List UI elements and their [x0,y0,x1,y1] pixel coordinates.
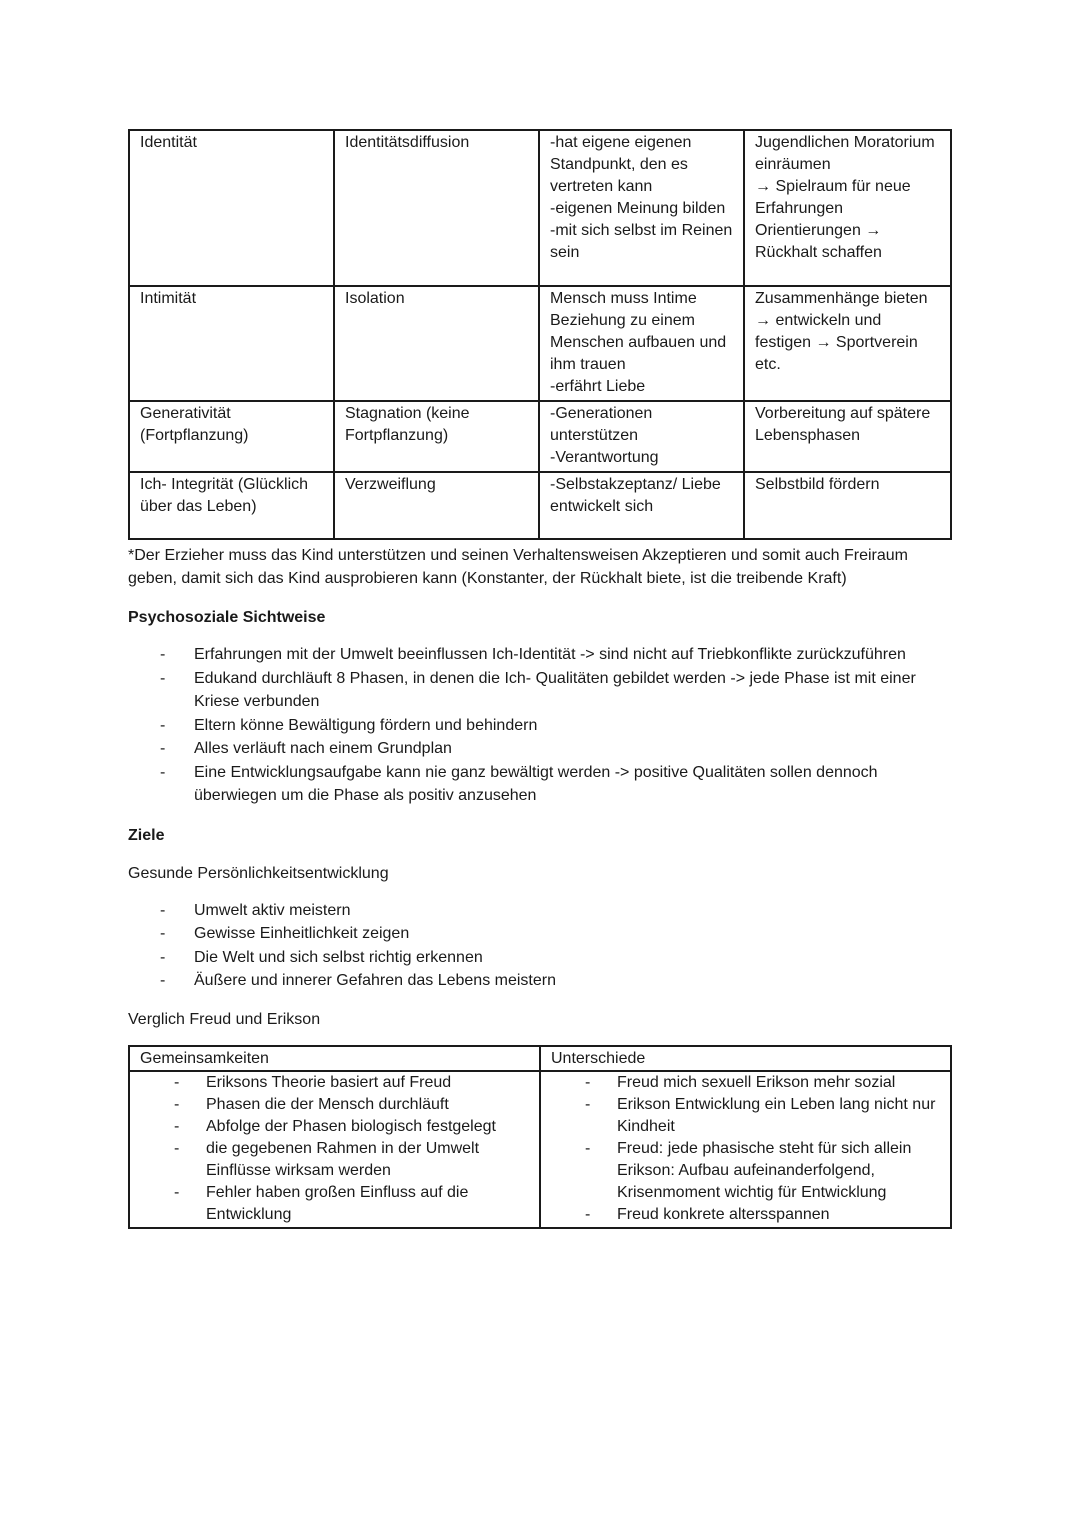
list-item: - Eine Entwicklungsaufgabe kann nie ganz bewältigt werden -> positive Qualitäten sollen dennoch überwiegen um die Phase als positiv anzusehen [128,761,950,808]
description-text: Mensch muss Intime Beziehung zu einem Menschen aufbauen und ihm trauen [550,290,727,373]
list-item: - die gegebenen Rahmen in der Umwelt Einflüsse wirksam werden [130,1138,529,1182]
description-text: -Generationen unterstützen [550,405,653,444]
support-text: Orientierungen → Rückhalt schaffen [755,222,882,261]
support-cell [744,286,951,401]
table-row [129,286,951,401]
list-item: - Freud mich sexuell Erikson mehr sozial [541,1072,940,1094]
section-heading-psychosocial: Psychosoziale Sichtweise [128,609,326,626]
description-text: -Verantwortung [550,449,659,466]
description-text: -erfährt Liebe [550,378,646,395]
document-page [128,129,950,1229]
list-item: - Umwelt aktiv meistern [128,899,950,923]
stage-text: Intimität [140,290,197,307]
crisis-text: Stagnation (keine Fortpflanzung) [345,405,470,444]
erikson-stages-table [128,129,952,540]
comparison-table [128,1045,952,1229]
crisis-text: Isolation [345,290,405,307]
crisis-cell [334,401,539,472]
support-cell [744,401,951,472]
list-item: - Freud: jede phasische steht für sich allein Erikson: Aufbau aufeinanderfolgend, Krisenmoment wichtig für Entwicklung [541,1138,940,1204]
stage-text: Generativität (Fortpflanzung) [140,405,249,444]
crisis-cell [334,130,539,286]
stage-cell [129,286,334,401]
list-item: - Freud konkrete altersspannen [541,1204,940,1226]
list-item: - Abfolge der Phasen biologisch festgelegt [130,1116,529,1138]
table-row [129,1071,951,1228]
table-row [129,130,951,286]
list-item: - Gewisse Einheitlichkeit zeigen [128,922,950,946]
section-heading-goals: Ziele [128,826,165,844]
list-item: - Edukand durchläuft 8 Phasen, in denen die Ich- Qualitäten gebildet werden -> jede Phase ist mit einer Kriese verbunden [128,667,950,714]
differences-cell [540,1071,951,1228]
list-item: - Eltern könne Bewältigung fördern und behindern [128,714,950,738]
column-header-differences: Unterschiede [540,1046,951,1071]
description-cell [539,472,744,539]
description-cell [539,401,744,472]
crisis-text: Identitätsdiffusion [345,134,470,151]
list-item: - Erikson Entwicklung ein Leben lang nicht nur Kindheit [541,1094,940,1138]
stage-cell [129,472,334,539]
crisis-text: Verzweiflung [345,476,436,493]
support-cell [744,130,951,286]
table-header-row [129,1046,951,1071]
list-item: - Alles verläuft nach einem Grundplan [128,737,950,761]
list-item: - Fehler haben großen Einfluss auf die Entwicklung [130,1182,529,1226]
description-cell [539,130,744,286]
support-text: Selbstbild fördern [755,476,880,493]
goals-list [128,899,950,993]
description-cell [539,286,744,401]
educator-note: *Der Erzieher muss das Kind unterstützen und seinen Verhaltensweisen Akzeptieren und somit auch Freiraum geben, damit sich das Kind ausprobieren kann (Konstanter, der Rückhalt biete, ist die treibende Kraft) [128,547,908,587]
crisis-cell [334,286,539,401]
list-item: - Äußere und innerer Gefahren das Lebens meistern [128,969,950,993]
list-item: - Eriksons Theorie basiert auf Freud [130,1072,529,1094]
stage-cell [129,401,334,472]
crisis-cell [334,472,539,539]
list-item: - Die Welt und sich selbst richtig erkennen [128,946,950,970]
support-text: → entwickeln und festigen → Sportverein etc. [755,312,918,373]
stage-text: Ich- Integrität (Glücklich über das Leben) [140,476,309,515]
description-text: -eigenen Meinung bilden [550,200,726,217]
list-item: - Phasen die der Mensch durchläuft [130,1094,529,1116]
column-header-similarities: Gemeinsamkeiten [129,1046,540,1071]
support-text: Zusammenhänge bieten [755,290,928,307]
goals-subheading: Gesunde Persönlichkeitsentwicklung [128,864,389,882]
description-text: -Selbstakzeptanz/ Liebe entwickelt sich [550,476,721,515]
similarities-list [130,1072,529,1226]
support-cell [744,472,951,539]
table-row [129,401,951,472]
psychosocial-list [128,643,950,808]
support-text: Vorbereitung auf spätere Lebensphasen [755,405,931,444]
table-row [129,472,951,539]
description-text: -hat eigene eigenen Standpunkt, den es vertreten kann [550,134,692,195]
description-text: -mit sich selbst im Reinen sein [550,222,733,261]
similarities-cell [129,1071,540,1228]
stage-text: Identität [140,134,197,151]
differences-list [541,1072,940,1226]
stage-cell [129,130,334,286]
comparison-heading: Verglich Freud und Erikson [128,1010,321,1028]
support-text: Jugendlichen Moratorium einräumen [755,134,935,173]
support-text: → Spielraum für neue Erfahrungen [755,178,911,217]
list-item: - Erfahrungen mit der Umwelt beeinflussen Ich-Identität -> sind nicht auf Triebkonflikte zurückzuführen [128,643,950,667]
